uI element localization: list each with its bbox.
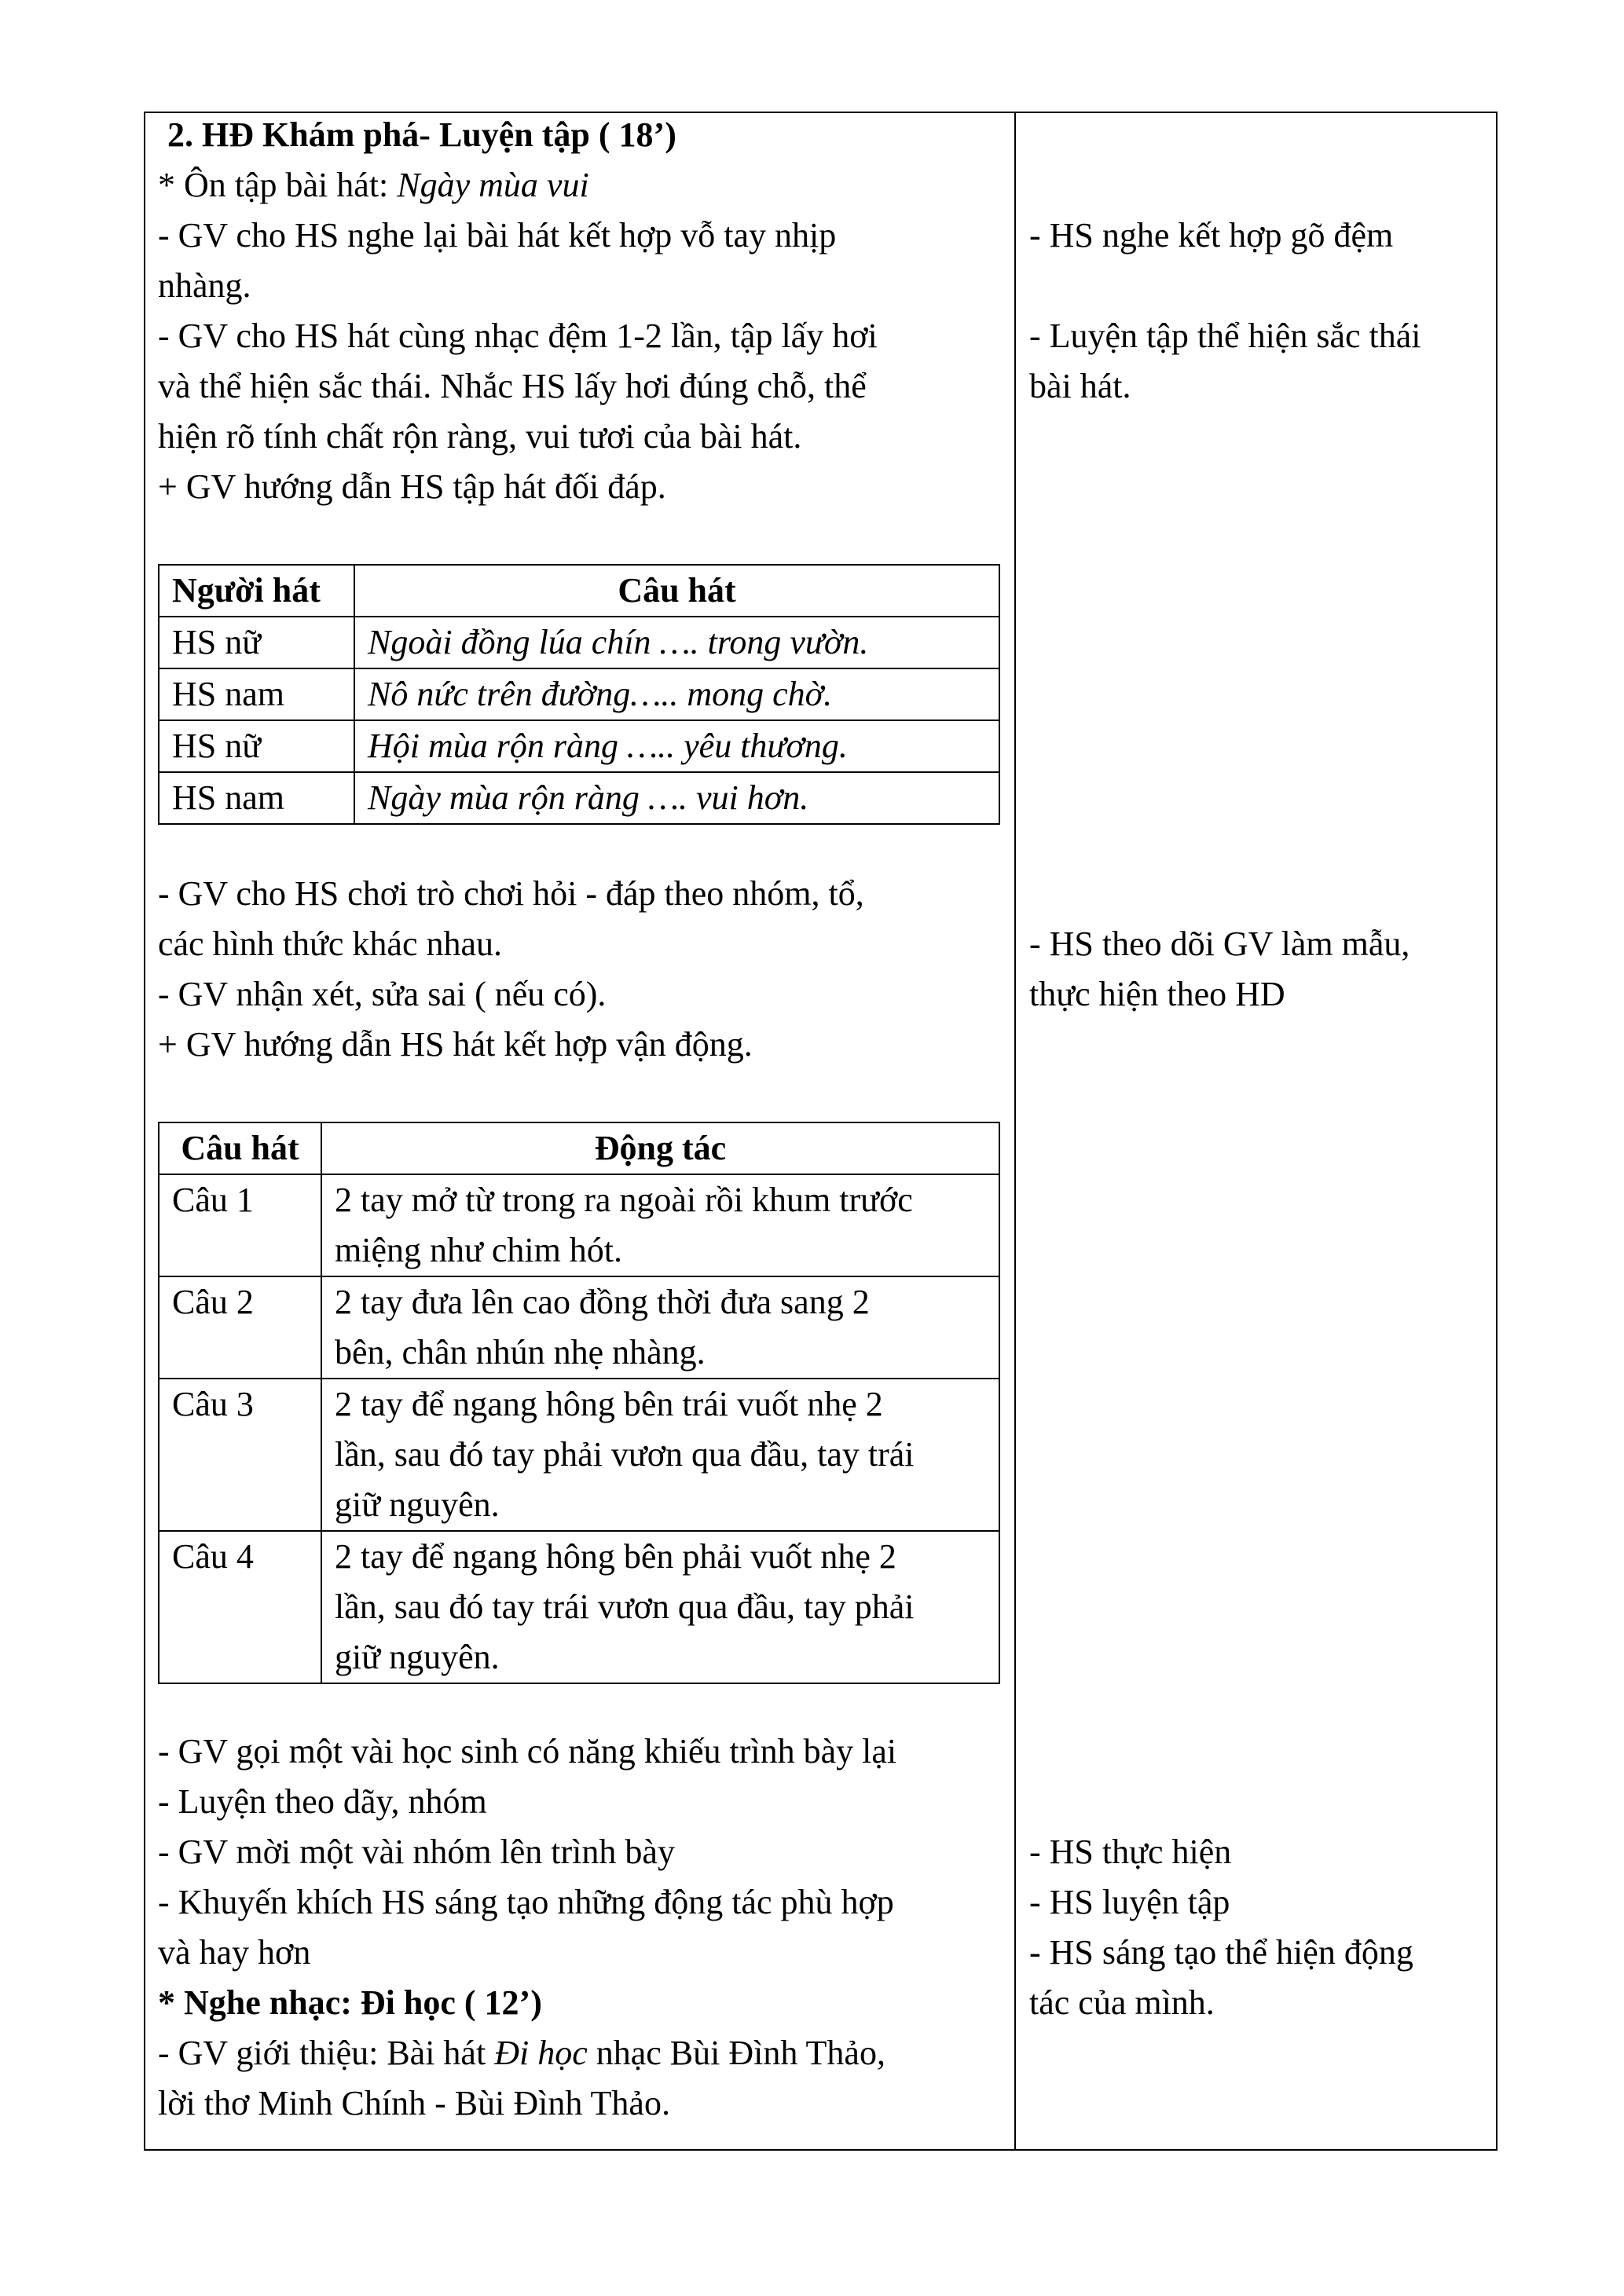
text-line: + GV hướng dẫn HS tập hát đối đáp. — [158, 467, 666, 506]
lyric-cell: Ngoài đồng lúa chín …. trong vườn. — [354, 617, 999, 668]
motion-line: giữ nguyên. — [335, 1485, 500, 1524]
text-line: - GV nhận xét, sửa sai ( nếu có). — [158, 975, 607, 1013]
student-activity: bài hát. — [1029, 367, 1131, 405]
motion-line: bên, chân nhún nhẹ nhàng. — [335, 1333, 706, 1371]
singer-cell: HS nữ — [159, 720, 354, 772]
column-divider — [1014, 113, 1016, 2149]
verse-cell: Câu 3 — [159, 1379, 321, 1531]
verse-cell: Câu 2 — [159, 1276, 321, 1379]
review-line — [158, 160, 589, 211]
text-line: hiện rõ tính chất rộn ràng, vui tươi của bài hát. — [158, 417, 802, 456]
text-line: nhàng. — [158, 266, 251, 305]
motion-line: 2 tay mở từ trong ra ngoài rồi khum trước — [335, 1181, 913, 1219]
table-row — [159, 1174, 999, 1276]
table-header: Động tác — [321, 1122, 999, 1174]
singer-cell: HS nam — [159, 772, 354, 824]
student-activity: - HS luyện tập — [1029, 1883, 1230, 1921]
student-activity: thực hiện theo HD — [1029, 975, 1285, 1013]
intro-song: Đi học — [494, 2034, 588, 2072]
text-line: - GV gọi một vài học sinh có năng khiếu trình bày lại — [158, 1732, 897, 1771]
motion-cell — [321, 1531, 999, 1683]
table-row — [159, 617, 999, 668]
text-line: - Khuyến khích HS sáng tạo những động tác phù hợp — [158, 1883, 894, 1921]
lyric-cell: Ngày mùa rộn ràng …. vui hơn. — [354, 772, 999, 824]
text-line: và hay hơn — [158, 1933, 311, 1972]
singer-cell: HS nữ — [159, 617, 354, 668]
intro-suffix: nhạc Bùi Đình Thảo, — [587, 2034, 885, 2072]
singer-cell: HS nam — [159, 668, 354, 720]
verse-cell: Câu 1 — [159, 1174, 321, 1276]
motion-cell — [321, 1276, 999, 1379]
table-row — [159, 772, 999, 824]
text-line: và thể hiện sắc thái. Nhắc HS lấy hơi đúng chỗ, thể — [158, 367, 867, 405]
table-row — [159, 720, 999, 772]
student-activity: - HS theo dõi GV làm mẫu, — [1029, 925, 1410, 963]
intro-prefix: - GV giới thiệu: Bài hát — [158, 2034, 495, 2072]
table-header-row — [159, 565, 999, 617]
section-heading: 2. HĐ Khám phá- Luyện tập ( 18’) — [167, 115, 676, 154]
table-header: Câu hát — [159, 1122, 321, 1174]
text-line: các hình thức khác nhau. — [158, 925, 503, 963]
verse-cell: Câu 4 — [159, 1531, 321, 1683]
table-header: Người hát — [159, 565, 354, 617]
motion-line: miệng như chim hót. — [335, 1231, 623, 1269]
review-song: Ngày mùa vui — [397, 166, 589, 204]
motion-line: lần, sau đó tay phải vươn qua đầu, tay trái — [335, 1435, 915, 1474]
text-line: lời thơ Minh Chính - Bùi Đình Thảo. — [158, 2084, 670, 2122]
student-activity: - HS nghe kết hợp gõ đệm — [1029, 216, 1394, 255]
text-line: - Luyện theo dãy, nhóm — [158, 1782, 487, 1821]
table-row — [159, 668, 999, 720]
table-row — [159, 1531, 999, 1683]
student-activity: - HS thực hiện — [1029, 1833, 1232, 1871]
table-header-row — [159, 1122, 999, 1174]
lyric-cell: Nô nức trên đường….. mong chờ. — [354, 668, 999, 720]
motion-line: 2 tay đưa lên cao đồng thời đưa sang 2 — [335, 1283, 870, 1321]
text-line: - GV cho HS nghe lại bài hát kết hợp vỗ tay nhịp — [158, 216, 837, 255]
motion-line: 2 tay để ngang hông bên trái vuốt nhẹ 2 — [335, 1385, 883, 1423]
lyric-cell: Hội mùa rộn ràng ….. yêu thương. — [354, 720, 999, 772]
table-row — [159, 1276, 999, 1379]
student-activity: - Luyện tập thể hiện sắc thái — [1029, 317, 1421, 355]
motion-cell — [321, 1379, 999, 1531]
student-activity: tác của mình. — [1029, 1983, 1215, 2022]
text-line: + GV hướng dẫn HS hát kết hợp vận động. — [158, 1025, 753, 1064]
table-header: Câu hát — [354, 565, 999, 617]
motion-line: 2 tay để ngang hông bên phải vuốt nhẹ 2 — [335, 1537, 896, 1576]
text-line: - GV cho HS chơi trò chơi hỏi - đáp theo nhóm, tổ, — [158, 874, 864, 913]
singing-table — [158, 564, 1000, 825]
motion-table — [158, 1122, 1000, 1684]
intro-line — [158, 2028, 885, 2078]
motion-cell — [321, 1174, 999, 1276]
listen-heading: * Nghe nhạc: Đi học ( 12’) — [158, 1983, 542, 2022]
text-line: - GV cho HS hát cùng nhạc đệm 1-2 lần, tập lấy hơi — [158, 317, 878, 355]
motion-line: lần, sau đó tay trái vươn qua đầu, tay phải — [335, 1587, 915, 1626]
student-activity: - HS sáng tạo thể hiện động — [1029, 1933, 1413, 1972]
table-row — [159, 1379, 999, 1531]
review-prefix: * Ôn tập bài hát: — [158, 166, 398, 204]
text-line: - GV mời một vài nhóm lên trình bày — [158, 1833, 675, 1871]
motion-line: giữ nguyên. — [335, 1638, 500, 1676]
